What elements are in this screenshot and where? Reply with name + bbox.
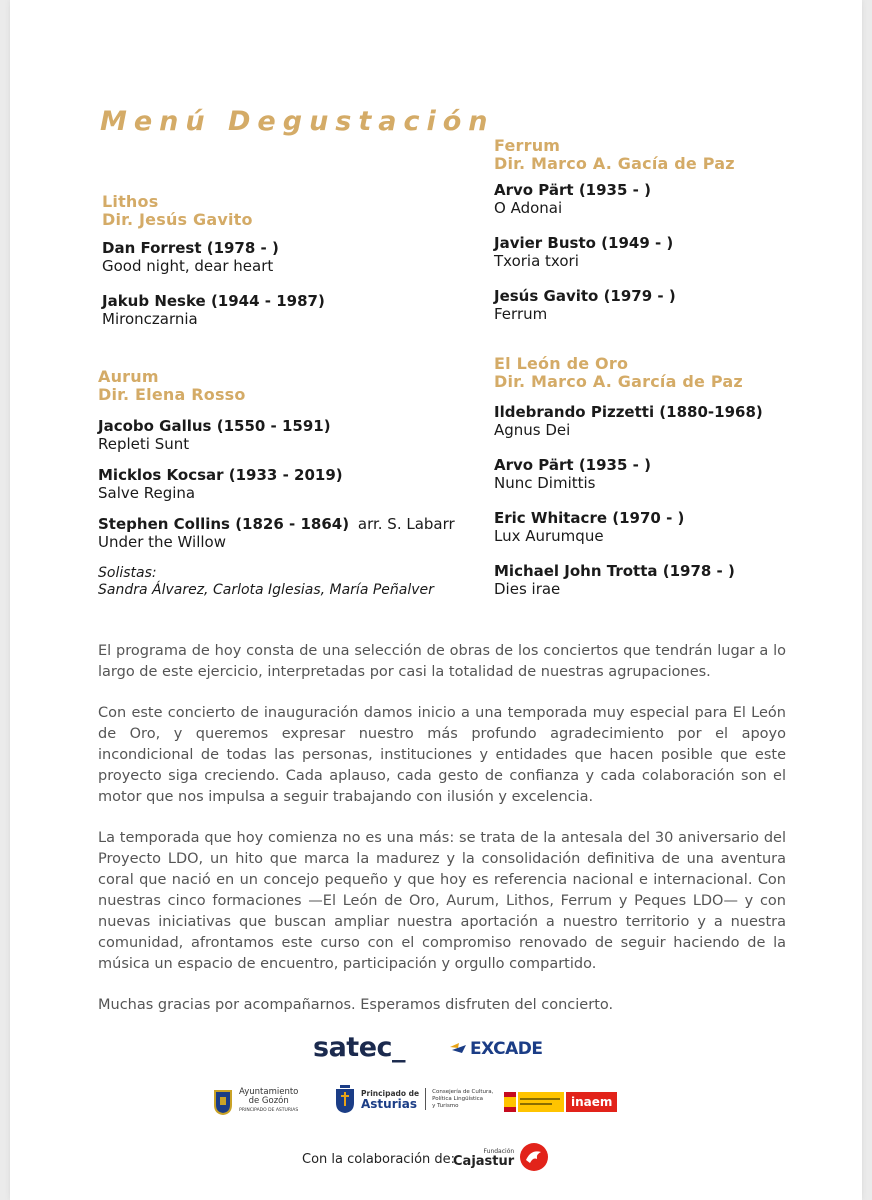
- ferrum-director: Dir. Marco A. Gacía de Paz: [494, 154, 735, 173]
- soloists: [98, 565, 488, 599]
- aurum-director: Dir. Elena Rosso: [98, 385, 246, 404]
- gozon-line3: PRINCIPADO DE ASTURIAS: [239, 1108, 299, 1113]
- program-page: [10, 0, 862, 1200]
- ferrum-group-name: Ferrum: [494, 136, 561, 155]
- gozon-line2: de Gozón: [248, 1096, 289, 1106]
- cajastur-name: Cajastur: [453, 1154, 515, 1169]
- gozon-shield-icon: [213, 1089, 233, 1115]
- piece: Nunc Dimittis: [494, 474, 596, 492]
- soloists-label: Solistas:: [98, 565, 157, 581]
- cajastur-emblem-icon: [517, 1141, 551, 1173]
- piece: O Adonai: [494, 199, 563, 217]
- cajastur-logo: [453, 1141, 551, 1173]
- arrangement: arr. S. Labarr: [357, 515, 455, 533]
- lithos-director: Dir. Jesús Gavito: [102, 210, 253, 229]
- composer-line: [98, 515, 488, 533]
- composer: Stephen Collins (1826 - 1864): [98, 515, 350, 533]
- inaem-badge: inaem: [566, 1092, 617, 1112]
- work-entry: [98, 515, 488, 551]
- composer: Jacobo Gallus (1550 - 1591): [98, 417, 331, 435]
- paragraph: La temporada que hoy comienza no es una más: se trata de la antesala del 30 aniversario del Proyecto LDO, un hito que marca la madurez y la consolidación definitiva de una aventura coral que nació en un concejo pequeño y que hoy es referencia nacional e internacional. Con nuestras cinco formaciones —El León de Oro, Aurum, Lithos, Ferrum y Peques LDO— y con nuevas iniciativas que buscan ampliar nuestra aportación a nuestro territorio y a nuestra comunidad, afrontamos este curso con el compromiso renovado de seguir haciendo de la música un espacio de encuentro, participación y orgullo compartido.: [98, 830, 786, 972]
- piece: Good night, dear heart: [102, 257, 274, 275]
- work-entry: [494, 509, 854, 545]
- leon-de-oro-section: [494, 355, 854, 598]
- satec-logo: satec_: [313, 1032, 406, 1063]
- composer: Jakub Neske (1944 - 1987): [102, 292, 325, 310]
- soloists-names: Sandra Álvarez, Carlota Iglesias, María Peñalver: [98, 582, 434, 598]
- asturias-crest-icon: [334, 1084, 356, 1114]
- spain-government-flag-icon: [504, 1092, 564, 1112]
- piece: Repleti Sunt: [98, 435, 190, 453]
- work-entry: [102, 239, 482, 275]
- menu-title: Menú Degustación: [100, 106, 495, 137]
- excade-text: EXCADE: [470, 1039, 543, 1059]
- work-entry: [102, 292, 482, 328]
- paragraph: El programa de hoy consta de una selección de obras de los conciertos que tendrán lugar a lo largo de este ejercicio, interpretadas por casi la totalidad de nuestras agrupaciones.: [98, 643, 786, 680]
- work-entry: [494, 181, 854, 217]
- composer: Jesús Gavito (1979 - ): [494, 287, 676, 305]
- composer: Michael John Trotta (1978 - ): [494, 562, 735, 580]
- lithos-section: [102, 193, 482, 328]
- excade-logo: [450, 1039, 542, 1059]
- work-entry: [494, 403, 854, 439]
- asturias-line2: Asturias: [361, 1097, 417, 1111]
- work-entry: [98, 417, 488, 453]
- work-entry: [494, 287, 854, 323]
- collaboration-label: Con la colaboración de:: [302, 1152, 456, 1167]
- piece: Under the Willow: [98, 533, 227, 551]
- work-entry: [98, 466, 488, 502]
- divider: [425, 1088, 426, 1110]
- composer: Javier Busto (1949 - ): [494, 234, 674, 252]
- piece: Ferrum: [494, 305, 548, 323]
- paragraph: Con este concierto de inauguración damos inicio a una temporada muy especial para El León de Oro, y queremos expresar nuestro más profundo agradecimiento por el apoyo incondicional de todas las personas, instituciones y entidades que hacen posible que este proyecto siga creciendo. Cada aplauso, cada gesto de confianza y cada colaboración son el motor que nos impulsa a seguir trabajando con ilusión y excelencia.: [98, 705, 786, 805]
- aurum-group-name: Aurum: [98, 367, 159, 386]
- composer: Arvo Pärt (1935 - ): [494, 456, 651, 474]
- work-entry: [494, 456, 854, 492]
- piece: Mironczarnia: [102, 310, 198, 328]
- program-text: [98, 641, 786, 1016]
- piece: Salve Regina: [98, 484, 196, 502]
- composer: Ildebrando Pizzetti (1880-1968): [494, 403, 763, 421]
- lithos-group-name: Lithos: [102, 192, 159, 211]
- leon-director: Dir. Marco A. García de Paz: [494, 372, 743, 391]
- composer: Arvo Pärt (1935 - ): [494, 181, 651, 199]
- consejeria-line2: Política Lingüística: [432, 1095, 484, 1102]
- cajastur-small: Fundación: [483, 1148, 515, 1155]
- piece: Agnus Dei: [494, 421, 571, 439]
- ferrum-section: [494, 137, 854, 323]
- piece: Lux Aurumque: [494, 527, 604, 545]
- work-entry: [494, 234, 854, 270]
- leon-group-name: El León de Oro: [494, 354, 629, 373]
- consejeria-line3: y Turismo: [432, 1102, 459, 1109]
- composer: Dan Forrest (1978 - ): [102, 239, 279, 257]
- consejeria-line1: Consejería de Cultura,: [432, 1088, 494, 1095]
- composer: Micklos Kocsar (1933 - 2019): [98, 466, 343, 484]
- excade-emblem-icon: [450, 1041, 468, 1057]
- gozon-line1: Ayuntamiento: [239, 1087, 299, 1097]
- piece: Dies irae: [494, 580, 561, 598]
- asturias-logo: [334, 1084, 493, 1114]
- ministry-inaem-logo: [504, 1092, 617, 1112]
- gozon-logo: [213, 1088, 298, 1115]
- aurum-section: [98, 368, 488, 599]
- work-entry: [494, 562, 854, 598]
- paragraph: Muchas gracias por acompañarnos. Esperamos disfruten del concierto.: [98, 997, 614, 1013]
- piece: Txoria txori: [494, 252, 579, 270]
- asturias-line1: Principado de: [361, 1089, 420, 1098]
- composer: Eric Whitacre (1970 - ): [494, 509, 685, 527]
